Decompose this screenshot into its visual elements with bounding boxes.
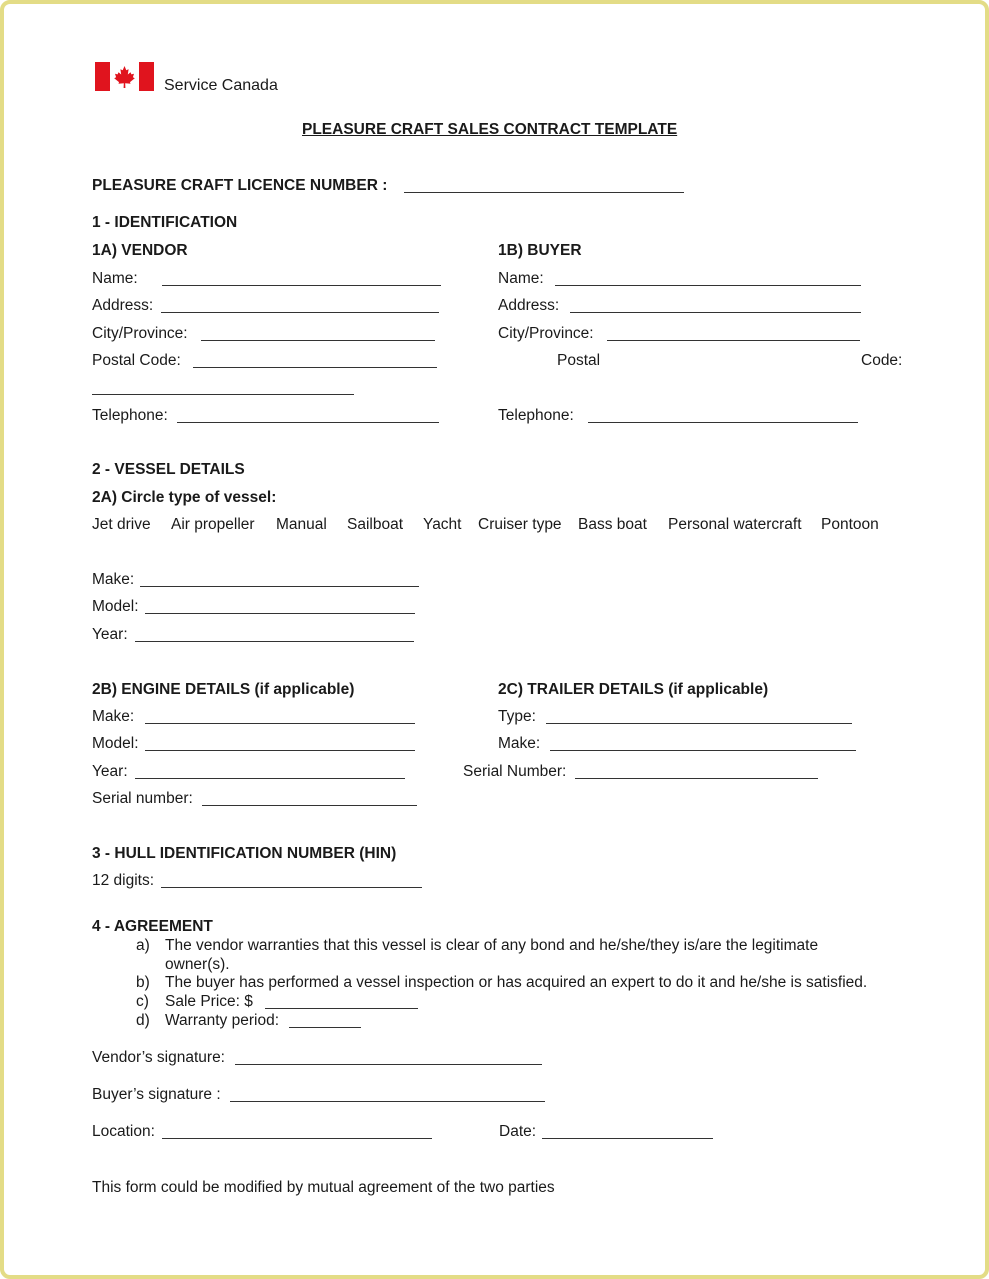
vessel-model-label: Model: <box>92 598 139 615</box>
engine-heading: 2B) ENGINE DETAILS (if applicable) <box>92 681 355 698</box>
buyer-name-label: Name: <box>498 270 544 287</box>
vendor-city-label: City/Province: <box>92 325 188 342</box>
engine-serial-field[interactable] <box>202 805 417 806</box>
warranty-period-label: Warranty period: <box>165 1012 279 1029</box>
sale-price-field[interactable] <box>265 1008 418 1009</box>
vessel-type-option[interactable]: Personal watercraft <box>668 516 802 533</box>
agreement-c-marker: c) <box>136 993 149 1010</box>
trailer-heading: 2C) TRAILER DETAILS (if applicable) <box>498 681 769 698</box>
vessel-year-label: Year: <box>92 626 128 643</box>
trailer-make-field[interactable] <box>550 750 856 751</box>
footer-note: This form could be modified by mutual agreement of the two parties <box>92 1179 555 1196</box>
engine-model-label: Model: <box>92 735 139 752</box>
canada-flag-icon <box>95 62 154 91</box>
hin-digits-label: 12 digits: <box>92 872 155 889</box>
vendor-postal-field[interactable] <box>193 367 437 368</box>
vendor-telephone-field[interactable] <box>177 422 439 423</box>
agreement-a-text: The vendor warranties that this vessel is clear of any bond and he/she/they is/are the legitimate <box>165 937 819 954</box>
buyer-postal-label: Postal <box>557 352 601 369</box>
engine-make-field[interactable] <box>145 723 415 724</box>
vendor-signature-field[interactable] <box>235 1064 542 1065</box>
agreement-a-marker: a) <box>136 937 150 954</box>
agreement-heading: 4 - AGREEMENT <box>92 918 213 935</box>
buyer-heading: 1B) BUYER <box>498 242 582 259</box>
buyer-signature-field[interactable] <box>230 1101 545 1102</box>
location-field[interactable] <box>162 1138 432 1139</box>
vessel-type-heading: 2A) Circle type of vessel: <box>92 489 277 506</box>
engine-year-label: Year: <box>92 763 128 780</box>
agreement-a-text-continued: owner(s). <box>165 956 230 973</box>
vendor-telephone-label: Telephone: <box>92 407 168 424</box>
vessel-make-label: Make: <box>92 571 135 588</box>
hin-digits-field[interactable] <box>161 887 422 888</box>
vendor-address-label: Address: <box>92 297 154 314</box>
vendor-postal-label: Postal Code: <box>92 352 181 369</box>
warranty-period-field[interactable] <box>289 1027 361 1028</box>
buyer-address-field[interactable] <box>570 312 861 313</box>
trailer-type-label: Type: <box>498 708 536 725</box>
page-title: PLEASURE CRAFT SALES CONTRACT TEMPLATE <box>302 121 678 138</box>
vendor-name-field[interactable] <box>162 285 441 286</box>
buyer-city-label: City/Province: <box>498 325 594 342</box>
date-label: Date: <box>499 1123 537 1140</box>
date-field[interactable] <box>542 1138 713 1139</box>
trailer-serial-label: Serial Number: <box>463 763 567 780</box>
vessel-type-option[interactable]: Bass boat <box>578 516 647 533</box>
licence-label: PLEASURE CRAFT LICENCE NUMBER : <box>92 177 388 194</box>
vessel-type-option[interactable]: Pontoon <box>821 516 879 533</box>
sale-price-label: Sale Price: $ <box>165 993 253 1010</box>
licence-number-field[interactable] <box>404 192 684 193</box>
buyer-telephone-field[interactable] <box>588 422 858 423</box>
vessel-type-option[interactable]: Sailboat <box>347 516 404 533</box>
vessel-heading: 2 - VESSEL DETAILS <box>92 461 245 478</box>
agreement-d-marker: d) <box>136 1012 150 1029</box>
agreement-b-marker: b) <box>136 974 150 991</box>
vessel-type-option[interactable]: Yacht <box>423 516 462 533</box>
vendor-address-field[interactable] <box>161 312 439 313</box>
identification-heading: 1 - IDENTIFICATION <box>92 214 238 231</box>
vessel-year-field[interactable] <box>135 641 414 642</box>
buyer-postal-code-label: Code: <box>861 352 903 369</box>
vendor-postal-continued-field[interactable] <box>92 394 354 395</box>
hin-heading: 3 - HULL IDENTIFICATION NUMBER (HIN) <box>92 845 397 862</box>
vendor-name-label: Name: <box>92 270 138 287</box>
vendor-heading: 1A) VENDOR <box>92 242 188 259</box>
trailer-make-label: Make: <box>498 735 541 752</box>
vessel-type-option[interactable]: Manual <box>276 516 327 533</box>
vessel-type-option[interactable]: Jet drive <box>92 516 151 533</box>
trailer-type-field[interactable] <box>546 723 852 724</box>
vendor-signature-label: Vendor’s signature: <box>92 1049 225 1066</box>
engine-year-field[interactable] <box>135 778 405 779</box>
buyer-telephone-label: Telephone: <box>498 407 574 424</box>
vessel-model-field[interactable] <box>145 613 415 614</box>
engine-make-label: Make: <box>92 708 135 725</box>
buyer-signature-label: Buyer’s signature : <box>92 1086 221 1103</box>
trailer-serial-field[interactable] <box>575 778 818 779</box>
buyer-city-field[interactable] <box>607 340 860 341</box>
vessel-type-option[interactable]: Air propeller <box>171 516 255 533</box>
vendor-city-field[interactable] <box>201 340 435 341</box>
agreement-b-text: The buyer has performed a vessel inspection or has acquired an expert to do it and he/she is satisfied. <box>165 974 868 991</box>
buyer-name-field[interactable] <box>555 285 861 286</box>
vessel-type-option[interactable]: Cruiser type <box>478 516 562 533</box>
org-name: Service Canada <box>164 77 278 94</box>
engine-model-field[interactable] <box>145 750 415 751</box>
vessel-make-field[interactable] <box>140 586 419 587</box>
engine-serial-label: Serial number: <box>92 790 193 807</box>
buyer-address-label: Address: <box>498 297 560 314</box>
location-label: Location: <box>92 1123 155 1140</box>
